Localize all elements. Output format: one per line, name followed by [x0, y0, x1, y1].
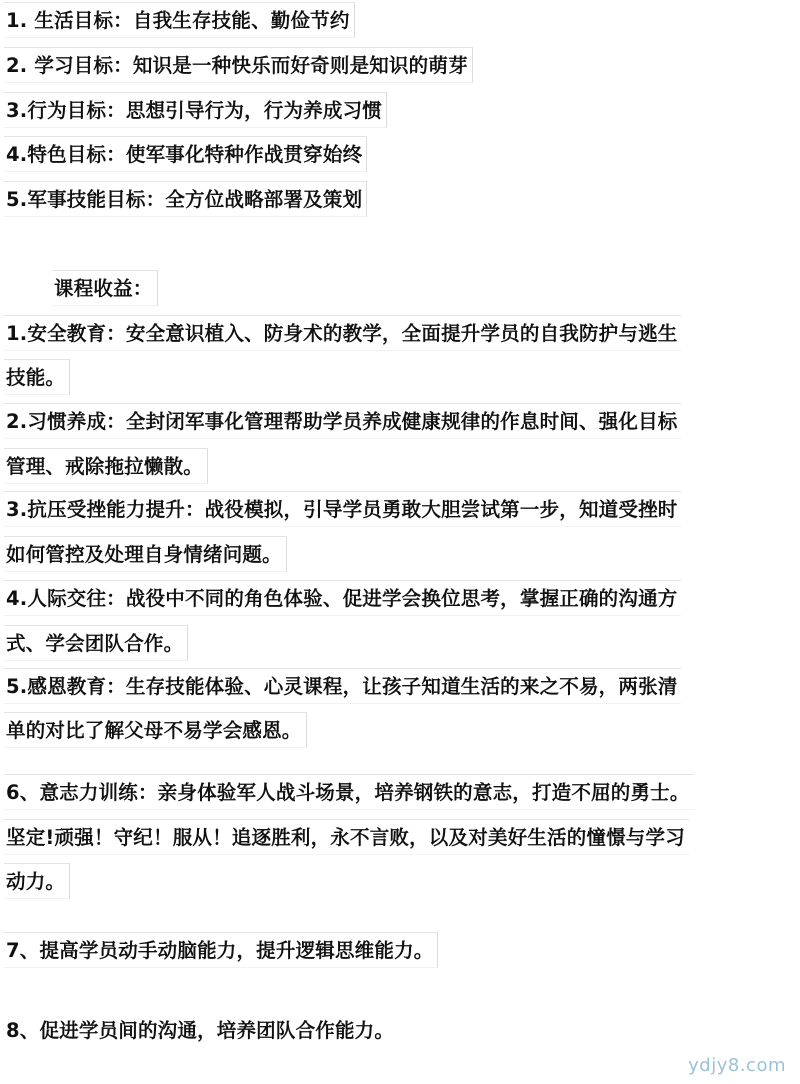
benefits-heading: 课程收益： — [52, 270, 158, 306]
watermark: ydjy8.com — [688, 1055, 786, 1076]
goal-5: 5.军事技能目标：全方位战略部署及策划 — [4, 181, 367, 217]
benefit-3-line-2: 如何管控及处理自身情绪问题。 — [4, 536, 287, 572]
goal-4: 4.特色目标：使军事化特种作战贯穿始终 — [4, 136, 367, 172]
goal-1: 1. 生活目标：自我生存技能、勤俭节约 — [4, 2, 355, 38]
goal-3: 3.行为目标：思想引导行为，行为养成习惯 — [4, 92, 387, 128]
benefit-3-line-1: 3.抗压受挫能力提升：战役模拟，引导学员勇敢大胆尝试第一步，知道受挫时 — [4, 491, 681, 527]
extra-6-line-2: 坚定!顽强！守纪！服从！追逐胜利，永不言败，以及对美好生活的憧憬与学习 — [4, 819, 689, 855]
goal-2: 2. 学习目标：知识是一种快乐而好奇则是知识的萌芽 — [4, 47, 473, 83]
benefit-5-line-2: 单的对比了解父母不易学会感恩。 — [4, 712, 307, 748]
benefit-1-line-1: 1.安全教育：安全意识植入、防身术的教学，全面提升学员的自我防护与逃生 — [4, 315, 681, 351]
extra-7: 7、提高学员动手动脑能力，提升逻辑思维能力。 — [4, 932, 438, 968]
benefit-5-line-1: 5.感恩教育：生存技能体验、心灵课程，让孩子知道生活的来之不易，两张清 — [4, 668, 681, 704]
benefit-2-line-1: 2.习惯养成：全封闭军事化管理帮助学员养成健康规律的作息时间、强化目标 — [4, 403, 681, 439]
benefit-2-line-2: 管理、戒除拖拉懒散。 — [4, 448, 208, 484]
extra-6-line-3: 动力。 — [4, 863, 70, 899]
benefit-1-line-2: 技能。 — [4, 359, 70, 395]
extra-8: 8、促进学员间的沟通，培养团队合作能力。 — [6, 1019, 395, 1042]
benefit-4-line-1: 4.人际交往：战役中不同的角色体验、促进学会换位思考，掌握正确的沟通方 — [4, 580, 681, 616]
extra-6-line-1: 6、意志力训练：亲身体验军人战斗场景，培养钢铁的意志，打造不屈的勇士。 — [4, 774, 694, 810]
benefit-4-line-2: 式、学会团队合作。 — [4, 625, 188, 661]
